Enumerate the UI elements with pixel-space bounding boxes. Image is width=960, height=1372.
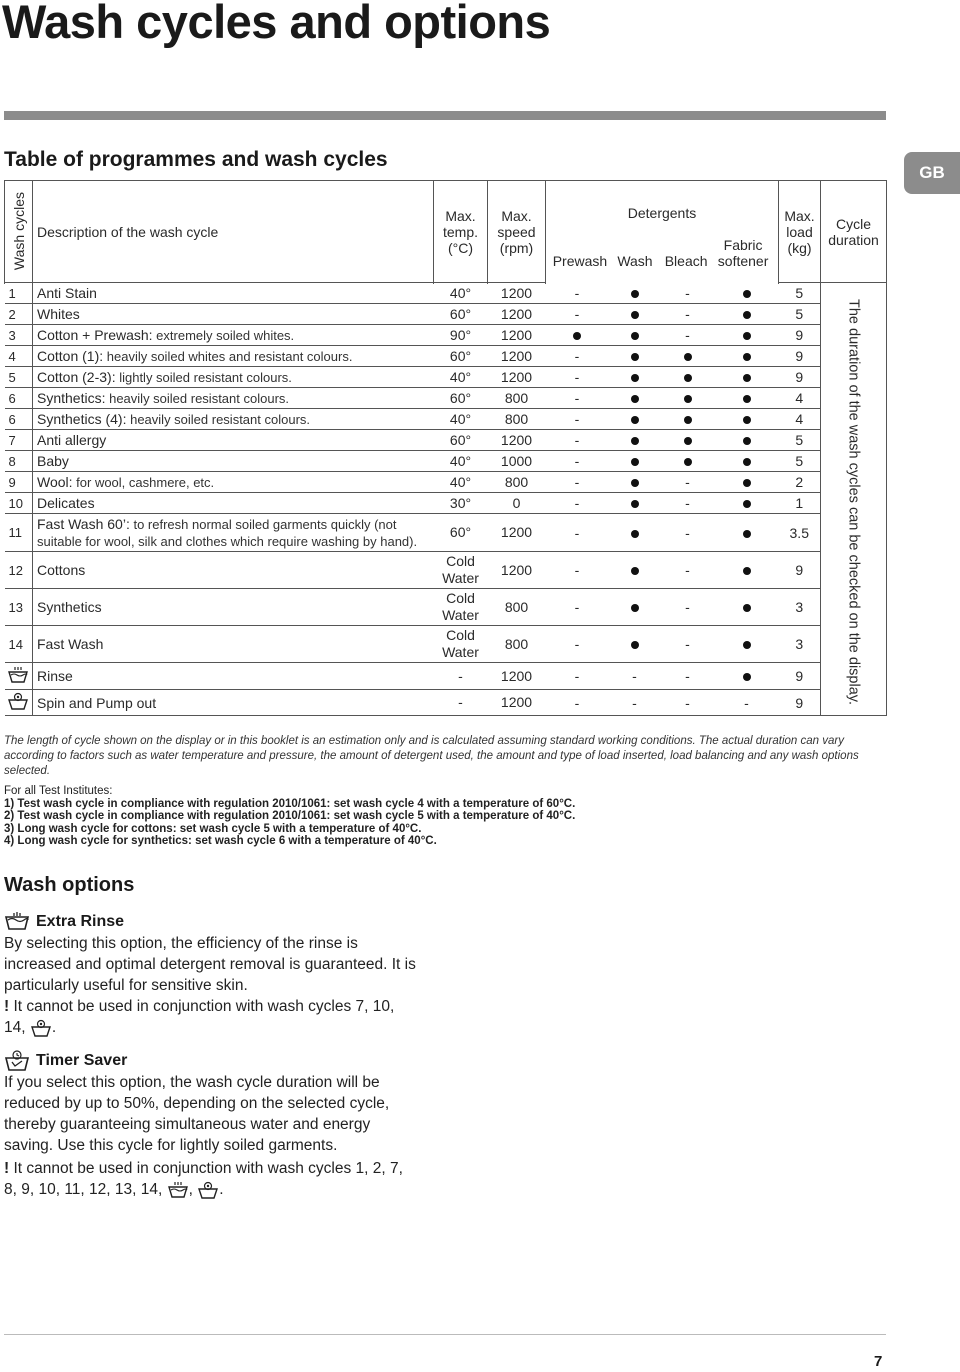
table-row bbox=[5, 589, 887, 626]
softener-value bbox=[715, 472, 779, 493]
bullet-icon bbox=[631, 290, 639, 298]
softener-value bbox=[715, 388, 779, 409]
bullet-icon bbox=[743, 437, 751, 445]
footer-divider bbox=[4, 1334, 886, 1335]
softener-value bbox=[715, 304, 779, 325]
max-load-value: 1 bbox=[779, 493, 821, 514]
header-max-load: Max. load (kg) bbox=[779, 181, 821, 283]
cycle-name: Cotton (1): bbox=[37, 347, 104, 364]
extra-rinse-heading bbox=[4, 911, 124, 933]
timer-saver-description: If you select this option, the wash cycle duration will be reduced by up to 50%, depending on the selected cycle, thereby guaranteeing simultaneous water and energy saving. Use this cycle for lightly soiled garments. bbox=[4, 1074, 390, 1154]
bleach-value: - bbox=[661, 493, 715, 514]
table-row bbox=[5, 325, 887, 346]
softener-value bbox=[715, 430, 779, 451]
duration-note: The length of cycle shown on the display or in this booklet is an estimation only and is calculated assuming standard working conditions. The actual duration can vary according to factors such as water temperature and pressure, the amount of detergent used, the amount and type of load inserted, load balancing and any wash options selected. bbox=[4, 735, 859, 777]
cycle-description bbox=[33, 409, 434, 430]
max-speed-value: 1200 bbox=[488, 663, 546, 690]
cycle-description bbox=[33, 663, 434, 690]
max-load-value: 9 bbox=[779, 367, 821, 388]
cycle-description bbox=[33, 493, 434, 514]
prewash-value: - bbox=[546, 514, 609, 552]
bullet-icon bbox=[631, 416, 639, 424]
timer-saver-heading bbox=[4, 1050, 127, 1072]
table-row bbox=[5, 367, 887, 388]
max-load-value: 3 bbox=[779, 589, 821, 626]
cycle-detail: heavily soiled resistant colours. bbox=[126, 411, 311, 427]
max-temp-value: 40° bbox=[434, 367, 488, 388]
max-temp-value: 60° bbox=[434, 430, 488, 451]
cycle-description bbox=[33, 283, 434, 304]
wash-value: - bbox=[609, 663, 661, 690]
wash-value bbox=[609, 626, 661, 663]
cycle-detail: lightly soiled resistant colours. bbox=[115, 369, 292, 385]
softener-value bbox=[715, 552, 779, 589]
bleach-value: - bbox=[661, 663, 715, 690]
bullet-icon bbox=[743, 416, 751, 424]
page-number: 7 bbox=[874, 1353, 883, 1370]
bleach-value: - bbox=[661, 552, 715, 589]
cycle-number: 3 bbox=[5, 325, 33, 346]
prewash-value: - bbox=[546, 304, 609, 325]
cycle-name: Synthetics (4): bbox=[37, 410, 127, 427]
page-title: Wash cycles and options bbox=[2, 0, 551, 48]
max-temp-value: 60° bbox=[434, 514, 488, 552]
cycle-number: 7 bbox=[5, 430, 33, 451]
prewash-value: - bbox=[546, 346, 609, 367]
header-cycle-duration: Cycle duration bbox=[821, 181, 887, 283]
cycle-name: Fast Wash bbox=[37, 636, 104, 652]
timer-saver-title: Timer Saver bbox=[36, 1052, 128, 1069]
spin-icon bbox=[197, 1181, 219, 1199]
cycle-number: 4 bbox=[5, 346, 33, 367]
table-row bbox=[5, 514, 887, 552]
max-speed-value: 800 bbox=[488, 626, 546, 663]
wash-value bbox=[609, 388, 661, 409]
max-speed-value: 1200 bbox=[488, 552, 546, 589]
max-speed-value: 1200 bbox=[488, 304, 546, 325]
cycle-detail: to refresh normal soiled garments quickly (not suitable for wool, silk and clothes which require washing by hand). bbox=[37, 516, 418, 549]
max-speed-value: 1200 bbox=[488, 430, 546, 451]
wash-value bbox=[609, 304, 661, 325]
wash-value bbox=[609, 367, 661, 388]
cycle-name: Rinse bbox=[37, 668, 73, 684]
cycle-number: 14 bbox=[5, 626, 33, 663]
cycle-description bbox=[33, 472, 434, 493]
bullet-icon bbox=[684, 416, 692, 424]
bullet-icon bbox=[631, 374, 639, 382]
bleach-value bbox=[661, 346, 715, 367]
max-load-value: 5 bbox=[779, 430, 821, 451]
softener-value bbox=[715, 283, 779, 304]
softener-value bbox=[715, 493, 779, 514]
cycle-detail: heavily soiled whites and resistant colours. bbox=[103, 348, 353, 364]
extra-rinse-description: By selecting this option, the efficiency of the rinse is increased and optimal detergent removal is guaranteed. It is particularly useful for sensitive skin. bbox=[4, 935, 416, 994]
prewash-value: - bbox=[546, 430, 609, 451]
bullet-icon bbox=[684, 437, 692, 445]
wash-value bbox=[609, 346, 661, 367]
cycle-description bbox=[33, 514, 434, 552]
prewash-value: - bbox=[546, 472, 609, 493]
bullet-icon bbox=[743, 500, 751, 508]
wash-value: - bbox=[609, 690, 661, 716]
max-speed-value: 800 bbox=[488, 472, 546, 493]
max-load-value: 9 bbox=[779, 325, 821, 346]
max-temp-value: Cold Water bbox=[434, 626, 488, 663]
prewash-value: - bbox=[546, 626, 609, 663]
bullet-icon bbox=[631, 437, 639, 445]
bullet-icon bbox=[631, 332, 639, 340]
cycle-number: 13 bbox=[5, 589, 33, 626]
prewash-value: - bbox=[546, 367, 609, 388]
test-item: 3) Long wash cycle for cottons: set wash cycle 5 with a temperature of 40°C. bbox=[4, 822, 422, 835]
wash-value bbox=[609, 451, 661, 472]
cycle-description bbox=[33, 451, 434, 472]
bullet-icon bbox=[631, 567, 639, 575]
max-speed-value: 0 bbox=[488, 493, 546, 514]
cycle-duration-cell bbox=[821, 283, 887, 716]
cycle-description bbox=[33, 304, 434, 325]
softener-value bbox=[715, 514, 779, 552]
duration-note-vertical: The duration of the wash cycles can be checked on the display. bbox=[845, 299, 862, 705]
max-load-value: 3.5 bbox=[779, 514, 821, 552]
programmes-table bbox=[4, 180, 887, 716]
extra-rinse-text bbox=[4, 933, 416, 1038]
header-detergents: Detergents Prewash Wash Bleach Fabric softener bbox=[546, 181, 779, 283]
test-item: 1) Test wash cycle in compliance with regulation 2010/1061: set wash cycle 4 with a temperature of 60°C. bbox=[4, 797, 576, 810]
cycle-number: 6 bbox=[5, 409, 33, 430]
cycle-description bbox=[33, 430, 434, 451]
extra-rinse-title: Extra Rinse bbox=[36, 913, 125, 930]
cycle-number: 10 bbox=[5, 493, 33, 514]
cycle-name: Whites bbox=[37, 306, 80, 322]
bullet-icon bbox=[743, 567, 751, 575]
cycle-number bbox=[5, 690, 33, 716]
cycle-number: 6 bbox=[5, 388, 33, 409]
cycle-description bbox=[33, 367, 434, 388]
timer-saver-icon bbox=[4, 1050, 30, 1072]
header-bleach: Bleach bbox=[664, 253, 708, 269]
programmes-body bbox=[5, 283, 887, 716]
bleach-value: - bbox=[661, 283, 715, 304]
max-speed-value: 1000 bbox=[488, 451, 546, 472]
softener-value: - bbox=[715, 690, 779, 716]
table-row bbox=[5, 663, 887, 690]
max-temp-value: 60° bbox=[434, 304, 488, 325]
cycle-detail: for wool, cashmere, etc. bbox=[72, 474, 215, 490]
cycle-name: Wool: bbox=[37, 473, 73, 490]
table-row bbox=[5, 304, 887, 325]
wash-value bbox=[609, 409, 661, 430]
cycle-detail: heavily soiled resistant colours. bbox=[105, 390, 290, 406]
max-temp-value: 40° bbox=[434, 472, 488, 493]
cycle-number: 5 bbox=[5, 367, 33, 388]
table-row bbox=[5, 388, 887, 409]
cycle-number: 1 bbox=[5, 283, 33, 304]
bullet-icon bbox=[743, 374, 751, 382]
max-load-value: 3 bbox=[779, 626, 821, 663]
prewash-value: - bbox=[546, 663, 609, 690]
max-temp-value: Cold Water bbox=[434, 589, 488, 626]
bleach-value: - bbox=[661, 626, 715, 663]
bullet-icon bbox=[631, 530, 639, 538]
bullet-icon bbox=[631, 311, 639, 319]
bleach-value: - bbox=[661, 325, 715, 346]
max-temp-value: 30° bbox=[434, 493, 488, 514]
prewash-value: - bbox=[546, 589, 609, 626]
test-item: 4) Long wash cycle for synthetics: set wash cycle 6 with a temperature of 40°C. bbox=[4, 835, 437, 847]
table-row bbox=[5, 493, 887, 514]
wash-value bbox=[609, 589, 661, 626]
prewash-value: - bbox=[546, 552, 609, 589]
bullet-icon bbox=[631, 500, 639, 508]
softener-value bbox=[715, 626, 779, 663]
cycle-name: Cottons bbox=[37, 562, 86, 578]
table-row bbox=[5, 626, 887, 663]
test-institutes-heading: For all Test Institutes: bbox=[4, 785, 113, 797]
bullet-icon bbox=[631, 641, 639, 649]
wash-options-title: Wash options bbox=[4, 874, 135, 896]
header-max-temp: Max. temp. (°C) bbox=[434, 181, 488, 283]
max-load-value: 9 bbox=[779, 663, 821, 690]
bleach-value: - bbox=[661, 472, 715, 493]
softener-value bbox=[715, 346, 779, 367]
max-load-value: 5 bbox=[779, 283, 821, 304]
table-row bbox=[5, 552, 887, 589]
spin-icon bbox=[30, 1019, 52, 1037]
softener-value bbox=[715, 367, 779, 388]
wash-value bbox=[609, 325, 661, 346]
cycle-number: 12 bbox=[5, 552, 33, 589]
cycle-number: 9 bbox=[5, 472, 33, 493]
max-temp-value: 60° bbox=[434, 388, 488, 409]
cycle-description bbox=[33, 552, 434, 589]
spin-icon bbox=[7, 692, 29, 710]
language-tab: GB bbox=[904, 152, 960, 194]
max-load-value: 2 bbox=[779, 472, 821, 493]
prewash-value: - bbox=[546, 283, 609, 304]
bullet-icon bbox=[743, 641, 751, 649]
cycle-detail: extremely soiled whites. bbox=[152, 327, 295, 343]
bleach-value bbox=[661, 409, 715, 430]
header-fabric-softener: Fabric softener bbox=[717, 237, 769, 269]
cycle-name: Anti Stain bbox=[37, 285, 97, 301]
max-temp-value: 40° bbox=[434, 451, 488, 472]
max-load-value: 5 bbox=[779, 451, 821, 472]
softener-value bbox=[715, 589, 779, 626]
max-temp-value: 40° bbox=[434, 409, 488, 430]
wash-value bbox=[609, 552, 661, 589]
title-divider bbox=[4, 111, 886, 120]
timer-saver-text bbox=[4, 1072, 416, 1200]
max-temp-value: 40° bbox=[434, 283, 488, 304]
bullet-icon bbox=[743, 673, 751, 681]
bullet-icon bbox=[631, 353, 639, 361]
cycle-number: 11 bbox=[5, 514, 33, 552]
extra-rinse-icon bbox=[4, 911, 30, 933]
rinse-icon bbox=[167, 1181, 189, 1199]
max-temp-value: Cold Water bbox=[434, 552, 488, 589]
cycle-number: 8 bbox=[5, 451, 33, 472]
cycle-description bbox=[33, 388, 434, 409]
extra-rinse-warning: ! It cannot be used in conjunction with wash cycles 7, 10, 14, . bbox=[4, 998, 395, 1036]
header-max-speed: Max. speed (rpm) bbox=[488, 181, 546, 283]
table-row bbox=[5, 472, 887, 493]
wash-value bbox=[609, 472, 661, 493]
wash-value bbox=[609, 430, 661, 451]
bullet-icon bbox=[743, 530, 751, 538]
rinse-icon bbox=[7, 666, 29, 684]
max-speed-value: 800 bbox=[488, 388, 546, 409]
header-prewash: Prewash bbox=[552, 253, 608, 269]
softener-value bbox=[715, 663, 779, 690]
max-speed-value: 1200 bbox=[488, 325, 546, 346]
bleach-value bbox=[661, 367, 715, 388]
prewash-value: - bbox=[546, 388, 609, 409]
bullet-icon bbox=[743, 479, 751, 487]
bleach-value bbox=[661, 388, 715, 409]
table-row bbox=[5, 346, 887, 367]
header-description: Description of the wash cycle bbox=[33, 181, 434, 283]
bullet-icon bbox=[631, 395, 639, 403]
table-title: Table of programmes and wash cycles bbox=[4, 148, 388, 171]
prewash-value: - bbox=[546, 409, 609, 430]
softener-value bbox=[715, 451, 779, 472]
cycle-name: Anti allergy bbox=[37, 432, 107, 448]
cycle-description bbox=[33, 589, 434, 626]
max-speed-value: 1200 bbox=[488, 346, 546, 367]
cycle-name: Delicates bbox=[37, 495, 95, 511]
cycle-name: Spin and Pump out bbox=[37, 694, 157, 711]
table-row bbox=[5, 409, 887, 430]
table-row bbox=[5, 690, 887, 716]
bullet-icon bbox=[684, 458, 692, 466]
max-load-value: 9 bbox=[779, 346, 821, 367]
table-row bbox=[5, 430, 887, 451]
bullet-icon bbox=[684, 374, 692, 382]
cycle-name: Synthetics bbox=[37, 599, 102, 615]
max-temp-value: - bbox=[434, 663, 488, 690]
cycle-description bbox=[33, 690, 434, 716]
max-speed-value: 1200 bbox=[488, 690, 546, 716]
bleach-value bbox=[661, 451, 715, 472]
cycle-name: Synthetics: bbox=[37, 389, 106, 406]
cycle-description bbox=[33, 626, 434, 663]
test-institutes bbox=[4, 785, 884, 848]
header-wash-cycles: Wash cycles bbox=[5, 181, 33, 283]
table-row bbox=[5, 283, 887, 304]
prewash-value: - bbox=[546, 493, 609, 514]
bullet-icon bbox=[573, 332, 581, 340]
max-speed-value: 800 bbox=[488, 589, 546, 626]
wash-value bbox=[609, 493, 661, 514]
wash-value bbox=[609, 514, 661, 552]
timer-saver-warning: ! It cannot be used in conjunction with wash cycles 1, 2, 7, 8, 9, 10, 11, 12, 13, 14, , . bbox=[4, 1160, 403, 1198]
softener-value bbox=[715, 409, 779, 430]
cycle-number: 2 bbox=[5, 304, 33, 325]
max-speed-value: 1200 bbox=[488, 283, 546, 304]
bleach-value: - bbox=[661, 589, 715, 626]
bleach-value: - bbox=[661, 690, 715, 716]
bullet-icon bbox=[684, 395, 692, 403]
max-temp-value: 60° bbox=[434, 346, 488, 367]
prewash-value: - bbox=[546, 690, 609, 716]
cycle-name: Fast Wash 60’: bbox=[37, 515, 130, 532]
cycle-number bbox=[5, 663, 33, 690]
bullet-icon bbox=[631, 458, 639, 466]
bullet-icon bbox=[743, 395, 751, 403]
softener-value bbox=[715, 325, 779, 346]
bleach-value: - bbox=[661, 514, 715, 552]
prewash-value: - bbox=[546, 451, 609, 472]
cycle-description bbox=[33, 346, 434, 367]
max-load-value: 9 bbox=[779, 552, 821, 589]
bleach-value bbox=[661, 430, 715, 451]
max-load-value: 5 bbox=[779, 304, 821, 325]
max-speed-value: 800 bbox=[488, 409, 546, 430]
wash-value bbox=[609, 283, 661, 304]
bullet-icon bbox=[631, 479, 639, 487]
test-item: 2) Test wash cycle in compliance with regulation 2010/1061: set wash cycle 5 with a temperature of 40°C. bbox=[4, 810, 576, 822]
bullet-icon bbox=[743, 290, 751, 298]
bullet-icon bbox=[743, 458, 751, 466]
bullet-icon bbox=[631, 604, 639, 612]
max-temp-value: 90° bbox=[434, 325, 488, 346]
cycle-name: Cotton (2-3): bbox=[37, 368, 116, 385]
prewash-value bbox=[546, 325, 609, 346]
max-load-value: 4 bbox=[779, 388, 821, 409]
cycle-description bbox=[33, 325, 434, 346]
cycle-name: Cotton + Prewash: bbox=[37, 326, 153, 343]
bullet-icon bbox=[684, 353, 692, 361]
max-load-value: 9 bbox=[779, 690, 821, 716]
bullet-icon bbox=[743, 332, 751, 340]
max-temp-value: - bbox=[434, 690, 488, 716]
cycle-name: Baby bbox=[37, 453, 69, 469]
bullet-icon bbox=[743, 353, 751, 361]
max-load-value: 4 bbox=[779, 409, 821, 430]
max-speed-value: 1200 bbox=[488, 514, 546, 552]
bullet-icon bbox=[743, 604, 751, 612]
header-wash: Wash bbox=[617, 253, 653, 269]
max-speed-value: 1200 bbox=[488, 367, 546, 388]
bleach-value: - bbox=[661, 304, 715, 325]
table-row bbox=[5, 451, 887, 472]
bullet-icon bbox=[743, 311, 751, 319]
